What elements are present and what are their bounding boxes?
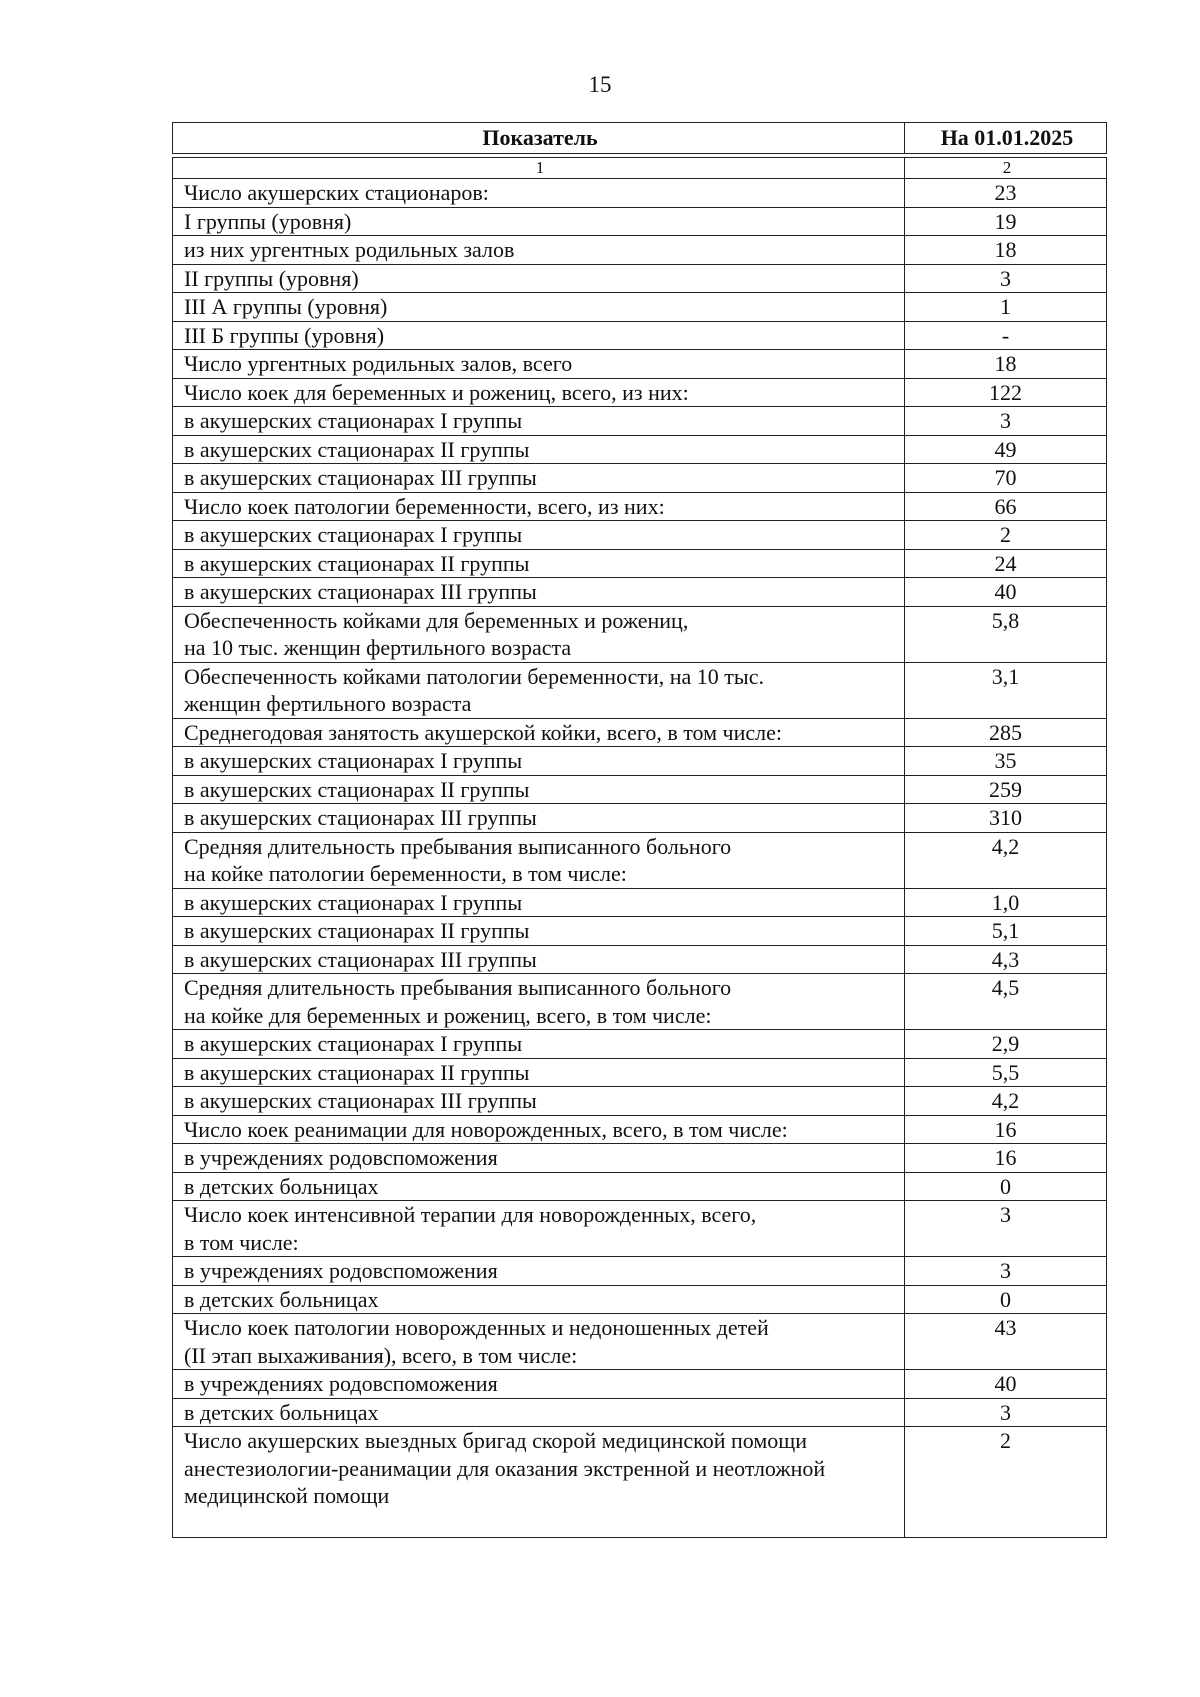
table-row xyxy=(173,917,1107,946)
row-value: 2 xyxy=(905,521,1107,550)
row-label: Число коек для беременных и рожениц, всего, из них: xyxy=(173,378,905,407)
indicators-table xyxy=(172,122,1107,1538)
row-value: 24 xyxy=(905,549,1107,578)
row-value: 0 xyxy=(905,1285,1107,1314)
table-row xyxy=(173,775,1107,804)
table-row xyxy=(173,1314,1107,1370)
row-label: Средняя длительность пребывания выписанного больного на койке для беременных и рожениц, всего, в том числе: xyxy=(173,974,905,1030)
row-label: Число ургентных родильных залов, всего xyxy=(173,350,905,379)
table-row xyxy=(173,718,1107,747)
row-label: Число коек патологии новорожденных и недоношенных детей (II этап выхаживания), всего, в том числе: xyxy=(173,1314,905,1370)
table-row xyxy=(173,1144,1107,1173)
row-label: в учреждениях родовспоможения xyxy=(173,1370,905,1399)
row-label: в акушерских стационарах I группы xyxy=(173,407,905,436)
table-row xyxy=(173,521,1107,550)
row-label: в акушерских стационарах I группы xyxy=(173,1030,905,1059)
row-value: 3 xyxy=(905,1257,1107,1286)
header-date: На 01.01.2025 xyxy=(905,123,1107,154)
row-value: 5,5 xyxy=(905,1058,1107,1087)
table-body xyxy=(173,179,1107,1538)
table-row xyxy=(173,804,1107,833)
table-row xyxy=(173,747,1107,776)
table-row xyxy=(173,1427,1107,1538)
row-value: 23 xyxy=(905,179,1107,208)
row-value: 16 xyxy=(905,1115,1107,1144)
table-row xyxy=(173,179,1107,208)
table-row xyxy=(173,1398,1107,1427)
row-label: в детских больницах xyxy=(173,1398,905,1427)
row-label: в акушерских стационарах III группы xyxy=(173,945,905,974)
row-label: из них ургентных родильных залов xyxy=(173,236,905,265)
table-row xyxy=(173,407,1107,436)
row-value: 66 xyxy=(905,492,1107,521)
table-row xyxy=(173,1257,1107,1286)
row-label: в акушерских стационарах II группы xyxy=(173,1058,905,1087)
table-header-row xyxy=(173,123,1107,154)
table-row xyxy=(173,207,1107,236)
table-row xyxy=(173,492,1107,521)
row-value: 4,5 xyxy=(905,974,1107,1030)
row-value: 0 xyxy=(905,1172,1107,1201)
table-row xyxy=(173,378,1107,407)
row-value: 16 xyxy=(905,1144,1107,1173)
row-value: 18 xyxy=(905,350,1107,379)
row-value: 1 xyxy=(905,293,1107,322)
row-value: 43 xyxy=(905,1314,1107,1370)
row-label: в акушерских стационарах III группы xyxy=(173,464,905,493)
row-label: в акушерских стационарах II группы xyxy=(173,917,905,946)
row-value: 3,1 xyxy=(905,662,1107,718)
row-label: II группы (уровня) xyxy=(173,264,905,293)
row-value: 2 xyxy=(905,1427,1107,1538)
row-value: 4,3 xyxy=(905,945,1107,974)
row-label: Число акушерских стационаров: xyxy=(173,179,905,208)
table-row xyxy=(173,974,1107,1030)
page-number: 15 xyxy=(588,72,612,97)
row-value: 18 xyxy=(905,236,1107,265)
row-label: Число коек интенсивной терапии для новорожденных, всего, в том числе: xyxy=(173,1201,905,1257)
row-label: в акушерских стационарах II группы xyxy=(173,549,905,578)
table-row xyxy=(173,832,1107,888)
row-value: 3 xyxy=(905,1201,1107,1257)
table-row xyxy=(173,236,1107,265)
row-label: в акушерских стационарах II группы xyxy=(173,775,905,804)
table-row xyxy=(173,606,1107,662)
row-label: III Б группы (уровня) xyxy=(173,321,905,350)
row-value: 122 xyxy=(905,378,1107,407)
table-row xyxy=(173,1285,1107,1314)
row-label: в учреждениях родовспоможения xyxy=(173,1257,905,1286)
table-row xyxy=(173,1087,1107,1116)
row-value: 285 xyxy=(905,718,1107,747)
row-value: 4,2 xyxy=(905,832,1107,888)
row-label: в акушерских стационарах III группы xyxy=(173,1087,905,1116)
row-label: в акушерских стационарах I группы xyxy=(173,888,905,917)
row-value: 3 xyxy=(905,264,1107,293)
table-row xyxy=(173,945,1107,974)
table-row xyxy=(173,1058,1107,1087)
row-label: I группы (уровня) xyxy=(173,207,905,236)
column-number-1: 1 xyxy=(173,158,905,179)
row-value: 259 xyxy=(905,775,1107,804)
row-label: в детских больницах xyxy=(173,1285,905,1314)
table-row xyxy=(173,435,1107,464)
row-label: в акушерских стационарах I группы xyxy=(173,521,905,550)
row-value: 40 xyxy=(905,1370,1107,1399)
table-row xyxy=(173,1030,1107,1059)
row-label: в акушерских стационарах III группы xyxy=(173,578,905,607)
table-row xyxy=(173,549,1107,578)
row-value: - xyxy=(905,321,1107,350)
row-value: 3 xyxy=(905,1398,1107,1427)
header-indicator: Показатель xyxy=(173,123,905,154)
row-value: 4,2 xyxy=(905,1087,1107,1116)
table-row xyxy=(173,662,1107,718)
row-label: Средняя длительность пребывания выписанного больного на койке патологии беременности, в том числе: xyxy=(173,832,905,888)
row-label: Число коек реанимации для новорожденных, всего, в том числе: xyxy=(173,1115,905,1144)
row-label: Среднегодовая занятость акушерской койки, всего, в том числе: xyxy=(173,718,905,747)
row-label: в детских больницах xyxy=(173,1172,905,1201)
row-value: 2,9 xyxy=(905,1030,1107,1059)
table-row xyxy=(173,578,1107,607)
row-value: 1,0 xyxy=(905,888,1107,917)
table-row xyxy=(173,321,1107,350)
row-value: 5,1 xyxy=(905,917,1107,946)
table-row xyxy=(173,293,1107,322)
row-value: 3 xyxy=(905,407,1107,436)
row-value: 49 xyxy=(905,435,1107,464)
row-value: 5,8 xyxy=(905,606,1107,662)
row-value: 70 xyxy=(905,464,1107,493)
row-label: в акушерских стационарах III группы xyxy=(173,804,905,833)
row-label: в акушерских стационарах I группы xyxy=(173,747,905,776)
row-value: 310 xyxy=(905,804,1107,833)
column-number-2: 2 xyxy=(905,158,1107,179)
table-row xyxy=(173,350,1107,379)
column-number-row xyxy=(173,158,1107,179)
row-label: в учреждениях родовспоможения xyxy=(173,1144,905,1173)
table-row xyxy=(173,464,1107,493)
row-label: Число акушерских выездных бригад скорой медицинской помощи анестезиологии-реанимации для оказания экстренной и неотложной медицинской помощи xyxy=(173,1427,905,1538)
row-value: 40 xyxy=(905,578,1107,607)
table-row xyxy=(173,1172,1107,1201)
row-label: в акушерских стационарах II группы xyxy=(173,435,905,464)
row-label: III А группы (уровня) xyxy=(173,293,905,322)
table-row xyxy=(173,1115,1107,1144)
row-label: Обеспеченность койками для беременных и рожениц, на 10 тыс. женщин фертильного возраста xyxy=(173,606,905,662)
table-row xyxy=(173,888,1107,917)
row-label: Число коек патологии беременности, всего, из них: xyxy=(173,492,905,521)
table-row xyxy=(173,1201,1107,1257)
row-value: 35 xyxy=(905,747,1107,776)
table-row xyxy=(173,264,1107,293)
table-row xyxy=(173,1370,1107,1399)
row-label: Обеспеченность койками патологии беременности, на 10 тыс. женщин фертильного возраста xyxy=(173,662,905,718)
row-value: 19 xyxy=(905,207,1107,236)
